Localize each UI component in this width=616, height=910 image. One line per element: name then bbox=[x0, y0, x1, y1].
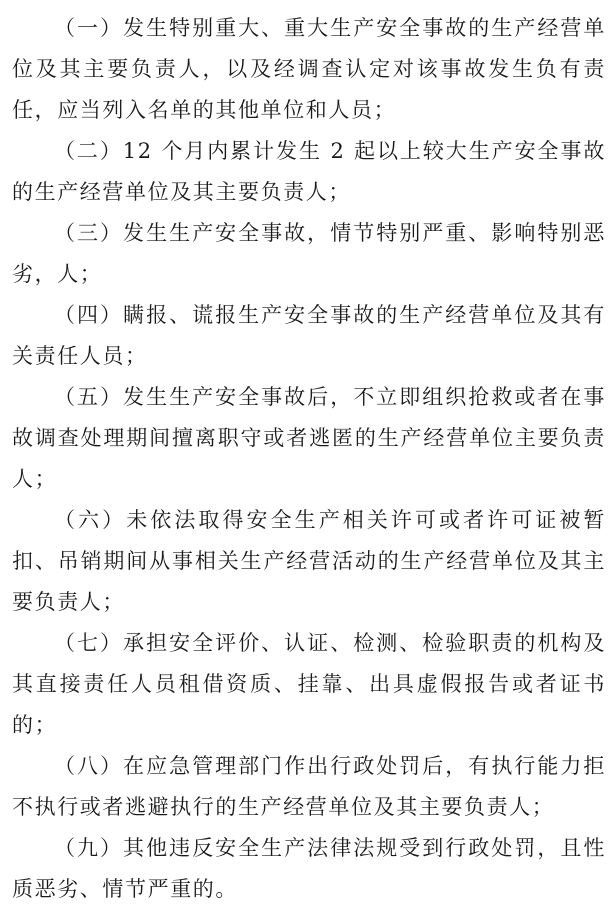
list-item-9: （九）其他违反安全生产法律法规受到行政处罚，且性质恶劣、情节严重的。 bbox=[12, 836, 606, 901]
list-item-7: （七）承担安全评价、认证、检测、检验职责的机构及其直接责任人员租借资质、挂靠、出具虚假报告或者证书的； bbox=[12, 631, 606, 737]
list-item-4: （四）瞒报、谎报生产安全事故的生产经营单位及其有关责任人员； bbox=[12, 303, 606, 368]
list-item-3: （三）发生生产安全事故，情节特别严重、影响特别恶劣，人； bbox=[12, 221, 606, 286]
list-item-8: （八）在应急管理部门作出行政处罚后，有执行能力拒不执行或者逃避执行的生产经营单位及其主要负责人； bbox=[12, 754, 606, 819]
list-item-6: （六）未依法取得安全生产相关许可或者许可证被暂扣、吊销期间从事相关生产经营活动的生产经营单位及其主要负责人； bbox=[12, 508, 606, 614]
list-item-1: （一）发生特别重大、重大生产安全事故的生产经营单位及其主要负责人，以及经调查认定对该事故发生负有责任，应当列入名单的其他单位和人员； bbox=[12, 16, 606, 122]
list-item-2: （二）12 个月内累计发生 2 起以上较大生产安全事故的生产经营单位及其主要负责人； bbox=[12, 139, 606, 204]
list-item-5: （五）发生生产安全事故后，不立即组织抢救或者在事故调查处理期间擅离职守或者逃匿的生产经营单位主要负责人； bbox=[12, 385, 606, 491]
